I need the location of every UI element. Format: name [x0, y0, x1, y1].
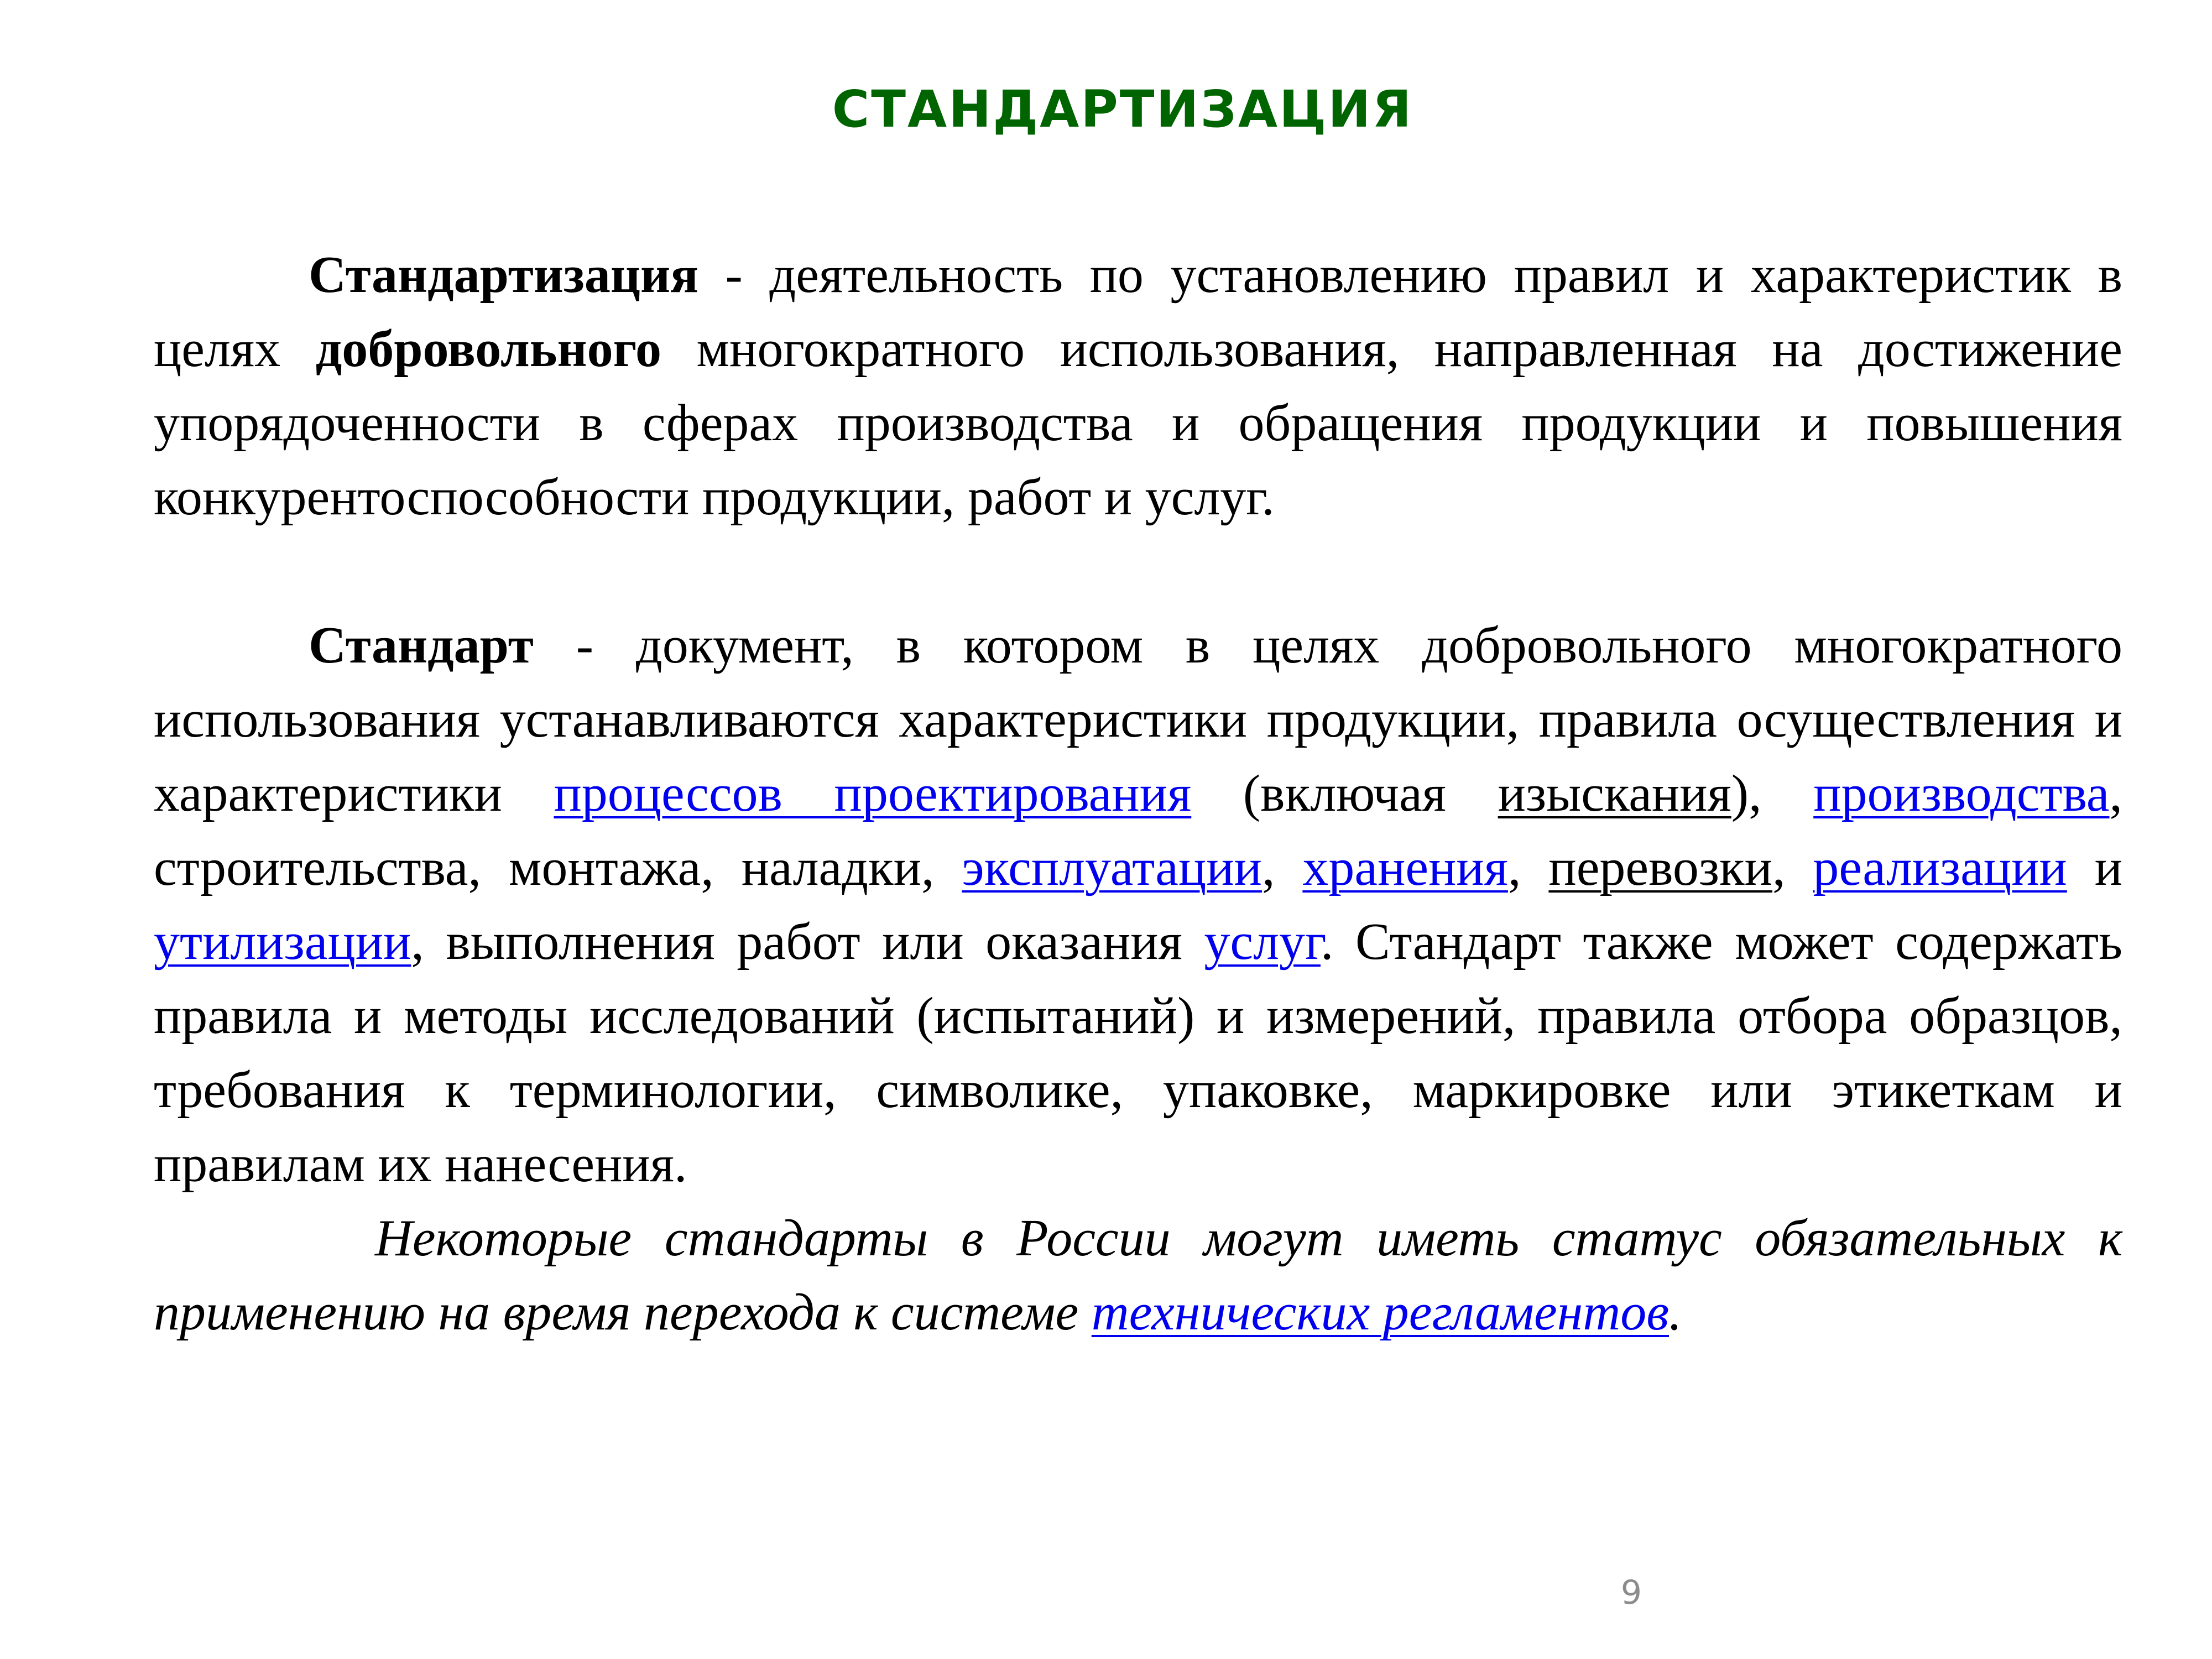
page-number: 9	[1620, 1573, 1642, 1612]
link-storage[interactable]: хранения	[1302, 839, 1508, 896]
note-mandatory-standards	[154, 1201, 2122, 1349]
definition-text: и	[2067, 839, 2123, 896]
link-transport[interactable]: перевозки	[1548, 839, 1772, 896]
definition-standardization	[154, 238, 2122, 534]
term-standard: Стандарт	[309, 617, 534, 674]
definition-text: ,	[1261, 839, 1303, 896]
link-surveys[interactable]: изыскания	[1498, 765, 1731, 822]
slide-body	[154, 238, 2122, 1349]
definition-text: ,	[1507, 839, 1549, 896]
term-dash: -	[533, 617, 636, 674]
definition-text: , выполнения работ или оказания	[411, 913, 1204, 971]
definition-text: деятельность по установлению правил и характеристик в целях	[154, 246, 2123, 378]
link-production[interactable]: производства	[1813, 765, 2110, 822]
link-disposal[interactable]: утилизации	[154, 913, 411, 971]
note-text: Некоторые стандарты в России могут иметь статус обязательных к применению на время перехода к системе	[154, 1209, 2122, 1341]
definition-text: , строительства, монтажа, наладки,	[154, 765, 2122, 896]
link-design-processes[interactable]: процессов проектирования	[554, 765, 1192, 822]
note-text: .	[1669, 1284, 1682, 1341]
term-standardization: Стандартизация	[309, 246, 698, 304]
definition-standard	[154, 608, 2122, 1201]
definition-text: документ, в котором в целях добровольного многократного использования устанавливаются характеристики продукции, правила осуществления и характеристики	[154, 617, 2122, 822]
slide-title-text: СТАНДАРТИЗАЦИЯ	[832, 80, 1413, 139]
link-technical-regulations[interactable]: технических регламентов	[1091, 1284, 1670, 1341]
link-sales[interactable]: реализации	[1813, 839, 2067, 896]
slide-title	[0, 76, 2212, 143]
bold-voluntary: добровольного	[315, 320, 662, 378]
definition-text: (включая	[1191, 765, 1498, 822]
definition-text: ),	[1731, 765, 1814, 822]
term-dash: -	[698, 246, 770, 304]
definition-text: многократного использования, направленная на достижение упорядоченности в сферах производства и обращения продукции и повышения конкурентоспособности продукции, работ и услуг.	[154, 320, 2123, 526]
definition-text: ,	[1772, 839, 1813, 896]
definition-text: . Стандарт также может содержать правила и методы исследований (испытаний) и измерений, правила отбора образцов, требования к терминологии, символике, упаковке, маркировке или этикеткам и правилам их нанесения.	[154, 913, 2122, 1193]
link-operation[interactable]: эксплуатации	[962, 839, 1262, 896]
link-services[interactable]: услуг	[1204, 913, 1321, 971]
